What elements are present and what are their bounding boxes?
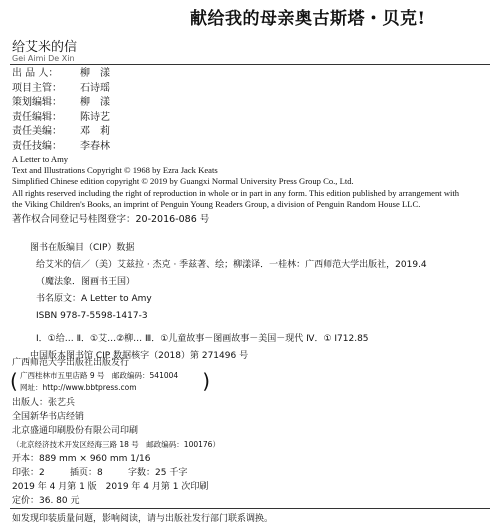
- book-title-en: Gei Aimi De Xin: [12, 54, 75, 63]
- cip-original-title: 书名原文：A Letter to Amy: [36, 294, 152, 304]
- sheets: 印张：2: [12, 468, 45, 478]
- english-line: Text and Illustrations Copyright © 1968 by Ezra Jack Keats: [12, 165, 218, 176]
- credit-producer: [12, 67, 110, 82]
- cip-classification: Ⅰ．①给… Ⅱ．①艾…②柳… Ⅲ．①儿童故事－图画故事－美国－现代 Ⅳ．① I712.85: [36, 334, 369, 344]
- bottom-divider: [10, 508, 490, 509]
- cip-entry: 给艾米的信／（美）艾兹拉 · 杰克 · 季兹著、绘；柳漾译．一桂林：广西师范大学出版社，2019.4: [36, 260, 427, 270]
- plates: 插页：8: [70, 468, 103, 478]
- english-title: A Letter to Amy: [12, 154, 69, 164]
- distributor: 全国新华书店经销: [12, 412, 85, 422]
- credit-tech-editor: [12, 140, 110, 155]
- english-copyright: [12, 154, 492, 210]
- cip-block: [30, 240, 490, 365]
- credit-label: 策划编辑：: [12, 97, 62, 108]
- credit-value: 李春林: [80, 140, 110, 152]
- credit-label: 责任技编：: [12, 140, 62, 152]
- cip-check-number: 中国版本图书馆 CIP 数据核字（2018）第 271496 号: [30, 351, 249, 361]
- cip-series: （魔法象．图画书王国）: [36, 277, 136, 287]
- publisher-line: 广西师范大学出版社出版发行: [12, 358, 130, 368]
- dedication: 献给我的母亲奥古斯塔・贝克!: [190, 9, 426, 29]
- publisher-person: 出版人：张艺兵: [12, 398, 76, 408]
- credit-planning-editor: [12, 96, 110, 111]
- price: 定价：36. 80 元: [12, 496, 80, 506]
- credit-label: 项目主管：: [12, 82, 62, 94]
- quality-note: 如发现印装质量问题，影响阅读，请与出版社发行部门联系调换。: [12, 514, 274, 524]
- cip-isbn: ISBN 978-7-5598-1417-3: [36, 311, 148, 321]
- copyright-registration: 著作权合同登记号桂图登字：20-2016-086 号: [12, 214, 210, 225]
- credit-value: 陈诗艺: [80, 111, 110, 123]
- english-line: Simplified Chinese edition copyright © 2019 by Guangxi Normal University Press Group Co., Ltd.: [12, 176, 354, 187]
- credit-label: 责任编辑：: [12, 111, 62, 123]
- credit-label: 出 品 人：: [12, 68, 59, 79]
- credit-value: 石诗瑶: [80, 82, 110, 94]
- credit-value: 柳 漾: [80, 97, 110, 108]
- cip-heading: 图书在版编目（CIP）数据: [30, 243, 135, 253]
- book-title-zh: 给艾米的信: [12, 40, 78, 55]
- printer-address: （北京经济技术开发区经海三路 18 号 邮政编码：100176）: [12, 440, 220, 449]
- credit-label: 责任美编：: [12, 126, 62, 137]
- publisher-address: ( 广西桂林市五里店路 9 号 邮政编码：541004: [20, 371, 179, 380]
- publisher-website: 网址：http://www.bbtpress.com: [20, 383, 137, 392]
- format: 开本：889 mm × 960 mm 1/16: [12, 454, 151, 464]
- publisher-block: [12, 356, 492, 508]
- edition: 2019 年 4 月第 1 版 2019 年 4 月第 1 次印刷: [12, 482, 209, 492]
- credit-art-editor: [12, 125, 110, 140]
- credit-value: 邓 莉: [80, 126, 110, 137]
- credit-value: 柳 漾: [80, 68, 110, 79]
- credit-editor: [12, 111, 110, 126]
- english-line: the Viking Children's Books, an imprint of Penguin Young Readers Group, a division of Penguin Random House LLC.: [12, 198, 421, 209]
- words: 字数：25 千字: [128, 468, 188, 478]
- print-specs: [12, 466, 492, 480]
- credits-list: [12, 67, 110, 154]
- publisher-address-box: [16, 370, 204, 394]
- credit-project-manager: [12, 82, 110, 97]
- english-line: All rights reserved including the right of reproduction in whole or in part in any form. This edition published by arrangement with: [12, 187, 460, 198]
- top-divider: [10, 64, 490, 65]
- printer: 北京盛通印刷股份有限公司印刷: [12, 426, 139, 436]
